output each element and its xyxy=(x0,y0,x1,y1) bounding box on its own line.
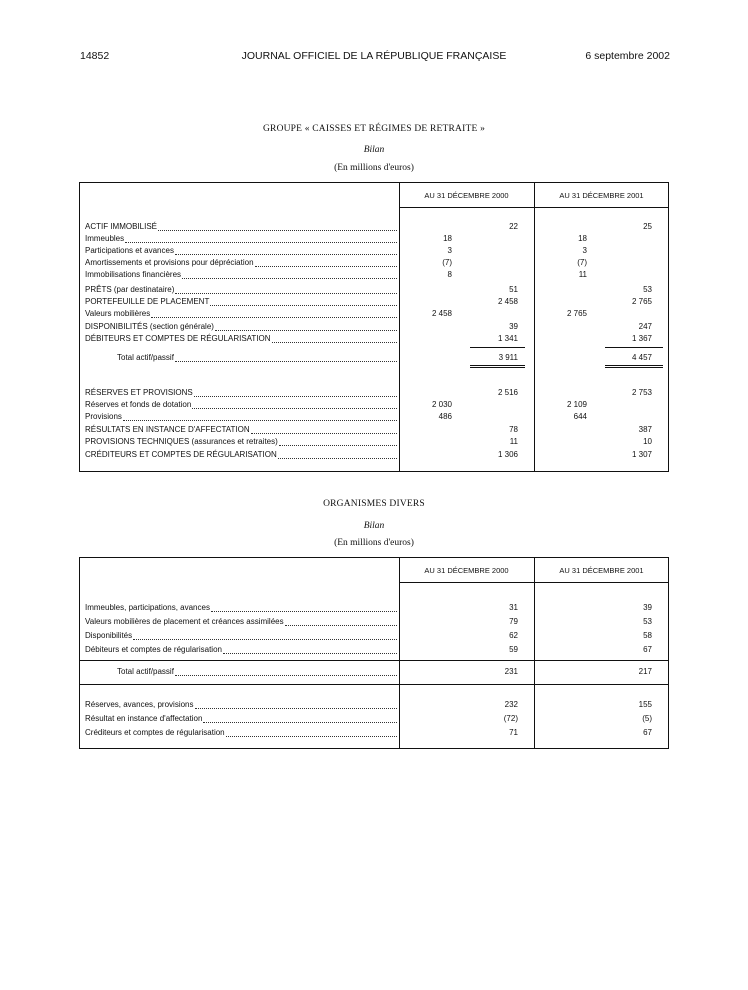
leader-dots xyxy=(210,296,397,306)
detail-2001: 18 xyxy=(578,234,587,243)
value-2000: 59 xyxy=(509,645,518,654)
leader-dots xyxy=(251,424,397,434)
total-2000: 1 341 xyxy=(497,334,518,343)
total-2000: 2 458 xyxy=(497,297,518,306)
row-label-text: Participations et avances xyxy=(85,246,174,255)
subtotal-rule xyxy=(470,347,525,348)
row-label xyxy=(85,449,397,461)
detail-2000: (7) xyxy=(442,258,452,267)
row-label xyxy=(85,424,397,436)
total-2000: 3 911 xyxy=(498,353,518,362)
section-rule xyxy=(80,684,668,685)
leader-dots xyxy=(175,284,397,294)
leader-dots xyxy=(226,727,397,737)
value-2001: 67 xyxy=(643,645,652,654)
leader-dots xyxy=(255,257,397,267)
leader-dots xyxy=(182,269,397,279)
value-2000: (72) xyxy=(503,714,518,723)
row-label-text: CRÉDITEURS ET COMPTES DE RÉGULARISATION xyxy=(85,450,277,459)
total-2001: 2 753 xyxy=(631,388,652,397)
balance-table-organismes xyxy=(79,557,669,749)
table-row xyxy=(80,399,670,411)
row-label xyxy=(85,699,397,711)
leader-dots xyxy=(223,644,397,654)
subtotal-rule xyxy=(605,347,663,348)
column-header-2001: AU 31 DÉCEMBRE 2001 xyxy=(534,183,669,208)
row-label-text: PORTEFEUILLE DE PLACEMENT xyxy=(85,297,210,306)
value-2001: (5) xyxy=(642,714,652,723)
detail-2000: 2 458 xyxy=(431,309,452,318)
leader-dots xyxy=(211,602,397,612)
detail-2000: 486 xyxy=(438,412,452,421)
leader-dots xyxy=(175,352,397,362)
leader-dots xyxy=(272,333,397,343)
total-2000: 2 516 xyxy=(497,388,518,397)
leader-dots xyxy=(215,321,397,331)
leader-dots xyxy=(175,245,397,255)
total-row xyxy=(80,666,670,678)
detail-2000: 8 xyxy=(447,270,452,279)
column-header-2001: AU 31 DÉCEMBRE 2001 xyxy=(534,558,669,583)
row-label xyxy=(85,411,397,423)
leader-dots xyxy=(123,411,397,421)
row-label xyxy=(85,221,397,233)
row-label-text: Résultat en instance d'affectation xyxy=(85,714,203,723)
row-label xyxy=(85,257,397,269)
table-row xyxy=(80,449,670,461)
page-number: 14852 xyxy=(80,50,110,62)
detail-2000: 18 xyxy=(443,234,452,243)
value-2000: 231 xyxy=(504,667,518,676)
total-double-rule xyxy=(470,365,525,368)
detail-2001: 644 xyxy=(573,412,587,421)
detail-2001: 11 xyxy=(578,270,587,279)
table-row xyxy=(80,269,670,281)
row-label xyxy=(85,308,397,320)
leader-dots xyxy=(195,699,398,709)
detail-2001: 2 109 xyxy=(566,400,587,409)
table-row xyxy=(80,257,670,269)
section-title: GROUPE « CAISSES ET RÉGIMES DE RETRAITE » xyxy=(262,124,486,134)
leader-dots xyxy=(278,449,397,459)
leader-dots xyxy=(279,436,397,446)
total-2000: 51 xyxy=(509,285,518,294)
table-row xyxy=(80,424,670,436)
section-subtitle: Bilan xyxy=(363,145,385,155)
row-label xyxy=(85,269,397,281)
table-row xyxy=(80,245,670,257)
total-2001: 4 457 xyxy=(631,353,652,362)
table-row xyxy=(80,727,670,739)
total-2001: 1 367 xyxy=(631,334,652,343)
row-label xyxy=(117,666,397,678)
table-row xyxy=(80,321,670,333)
row-label-text: Disponibilités xyxy=(85,631,133,640)
section-rule xyxy=(80,660,668,661)
table-row xyxy=(80,333,670,345)
leader-dots xyxy=(192,399,397,409)
value-2000: 232 xyxy=(504,700,518,709)
value-2001: 53 xyxy=(643,617,652,626)
total-2001: 25 xyxy=(643,222,652,231)
row-label-text: DISPONIBILITÉS (section générale) xyxy=(85,322,214,331)
row-label xyxy=(117,352,397,364)
section-subtitle: Bilan xyxy=(363,521,385,531)
total-2000: 11 xyxy=(509,437,518,446)
total-2000: 39 xyxy=(509,322,518,331)
balance-table-retraite xyxy=(79,182,669,472)
table-row xyxy=(80,233,670,245)
row-label-text: Immeubles, participations, avances xyxy=(85,603,210,612)
leader-dots xyxy=(203,713,397,723)
total-2001: 10 xyxy=(643,437,652,446)
total-2001: 247 xyxy=(638,322,652,331)
table-row xyxy=(80,411,670,423)
row-label-text: PROVISIONS TECHNIQUES (assurances et retraites) xyxy=(85,437,278,446)
leader-dots xyxy=(133,630,397,640)
row-label xyxy=(85,296,397,308)
row-label xyxy=(85,321,397,333)
total-2000: 78 xyxy=(509,425,518,434)
leader-dots xyxy=(151,308,397,318)
row-label xyxy=(85,436,397,448)
detail-2000: 3 xyxy=(447,246,452,255)
total-2000: 1 306 xyxy=(497,450,518,459)
row-label-text: Débiteurs et comptes de régularisation xyxy=(85,645,222,654)
value-2001: 58 xyxy=(643,631,652,640)
section-unit: (En millions d'euros) xyxy=(334,538,414,548)
section-title: ORGANISMES DIVERS xyxy=(323,499,425,509)
row-label-text: DÉBITEURS ET COMPTES DE RÉGULARISATION xyxy=(85,334,271,343)
total-2001: 2 765 xyxy=(631,297,652,306)
table-row xyxy=(80,436,670,448)
row-label-text: ACTIF IMMOBILISÉ xyxy=(85,222,158,231)
value-2001: 155 xyxy=(638,700,652,709)
value-2000: 71 xyxy=(509,728,518,737)
table-row xyxy=(80,221,670,233)
leader-dots xyxy=(158,221,397,231)
detail-2001: (7) xyxy=(577,258,587,267)
leader-dots xyxy=(125,233,397,243)
row-label-text: Réserves, avances, provisions xyxy=(85,700,194,709)
table-row xyxy=(80,630,670,642)
row-label-text: Immobilisations financières xyxy=(85,270,182,279)
row-label-text: Amortissements et provisions pour dépréciation xyxy=(85,258,254,267)
row-label-text: Provisions xyxy=(85,412,122,421)
row-label xyxy=(85,630,397,642)
value-2001: 217 xyxy=(638,667,652,676)
row-label-text: Total actif/passif xyxy=(117,667,174,676)
row-label-text: Réserves et fonds de dotation xyxy=(85,400,192,409)
row-label-text: Créditeurs et comptes de régularisation xyxy=(85,728,225,737)
row-label-text: Total actif/passif xyxy=(117,353,174,362)
row-label xyxy=(85,399,397,411)
value-2001: 39 xyxy=(643,603,652,612)
row-label xyxy=(85,245,397,257)
row-label-text: Valeurs mobilières xyxy=(85,309,151,318)
row-label xyxy=(85,727,397,739)
row-label xyxy=(85,602,397,614)
value-2000: 62 xyxy=(509,631,518,640)
row-label xyxy=(85,387,397,399)
table-row xyxy=(80,644,670,656)
row-label xyxy=(85,644,397,656)
section-unit: (En millions d'euros) xyxy=(334,163,414,173)
row-label xyxy=(85,284,397,296)
total-2001: 53 xyxy=(643,285,652,294)
row-label-text: RÉSULTATS EN INSTANCE D'AFFECTATION xyxy=(85,425,250,434)
table-row xyxy=(80,699,670,711)
journal-title: JOURNAL OFFICIEL DE LA RÉPUBLIQUE FRANÇAISE xyxy=(241,50,507,62)
total-2000: 22 xyxy=(509,222,518,231)
table-row xyxy=(80,387,670,399)
row-label-text: Valeurs mobilières de placement et créances assimilées xyxy=(85,617,284,626)
table-row xyxy=(80,284,670,296)
table-row xyxy=(80,616,670,628)
table-row xyxy=(80,308,670,320)
leader-dots xyxy=(175,666,397,676)
detail-2000: 2 030 xyxy=(431,400,452,409)
row-label xyxy=(85,713,397,725)
value-2000: 31 xyxy=(509,603,518,612)
total-double-rule xyxy=(605,365,663,368)
row-label xyxy=(85,333,397,345)
table-row xyxy=(80,602,670,614)
column-header-2000: AU 31 DÉCEMBRE 2000 xyxy=(399,183,534,208)
table-row xyxy=(80,296,670,308)
leader-dots xyxy=(285,616,397,626)
column-header-2000: AU 31 DÉCEMBRE 2000 xyxy=(399,558,534,583)
row-label-text: Immeubles xyxy=(85,234,125,243)
row-label-text: RÉSERVES ET PROVISIONS xyxy=(85,388,193,397)
publication-date: 6 septembre 2002 xyxy=(585,50,670,62)
total-2001: 1 307 xyxy=(631,450,652,459)
value-2001: 67 xyxy=(643,728,652,737)
total-row xyxy=(80,352,670,364)
detail-2001: 3 xyxy=(582,246,587,255)
detail-2001: 2 765 xyxy=(566,309,587,318)
row-label-text: PRÊTS (par destinataire) xyxy=(85,285,175,294)
table-row xyxy=(80,713,670,725)
total-2001: 387 xyxy=(638,425,652,434)
row-label xyxy=(85,616,397,628)
leader-dots xyxy=(194,387,397,397)
row-label xyxy=(85,233,397,245)
value-2000: 79 xyxy=(509,617,518,626)
